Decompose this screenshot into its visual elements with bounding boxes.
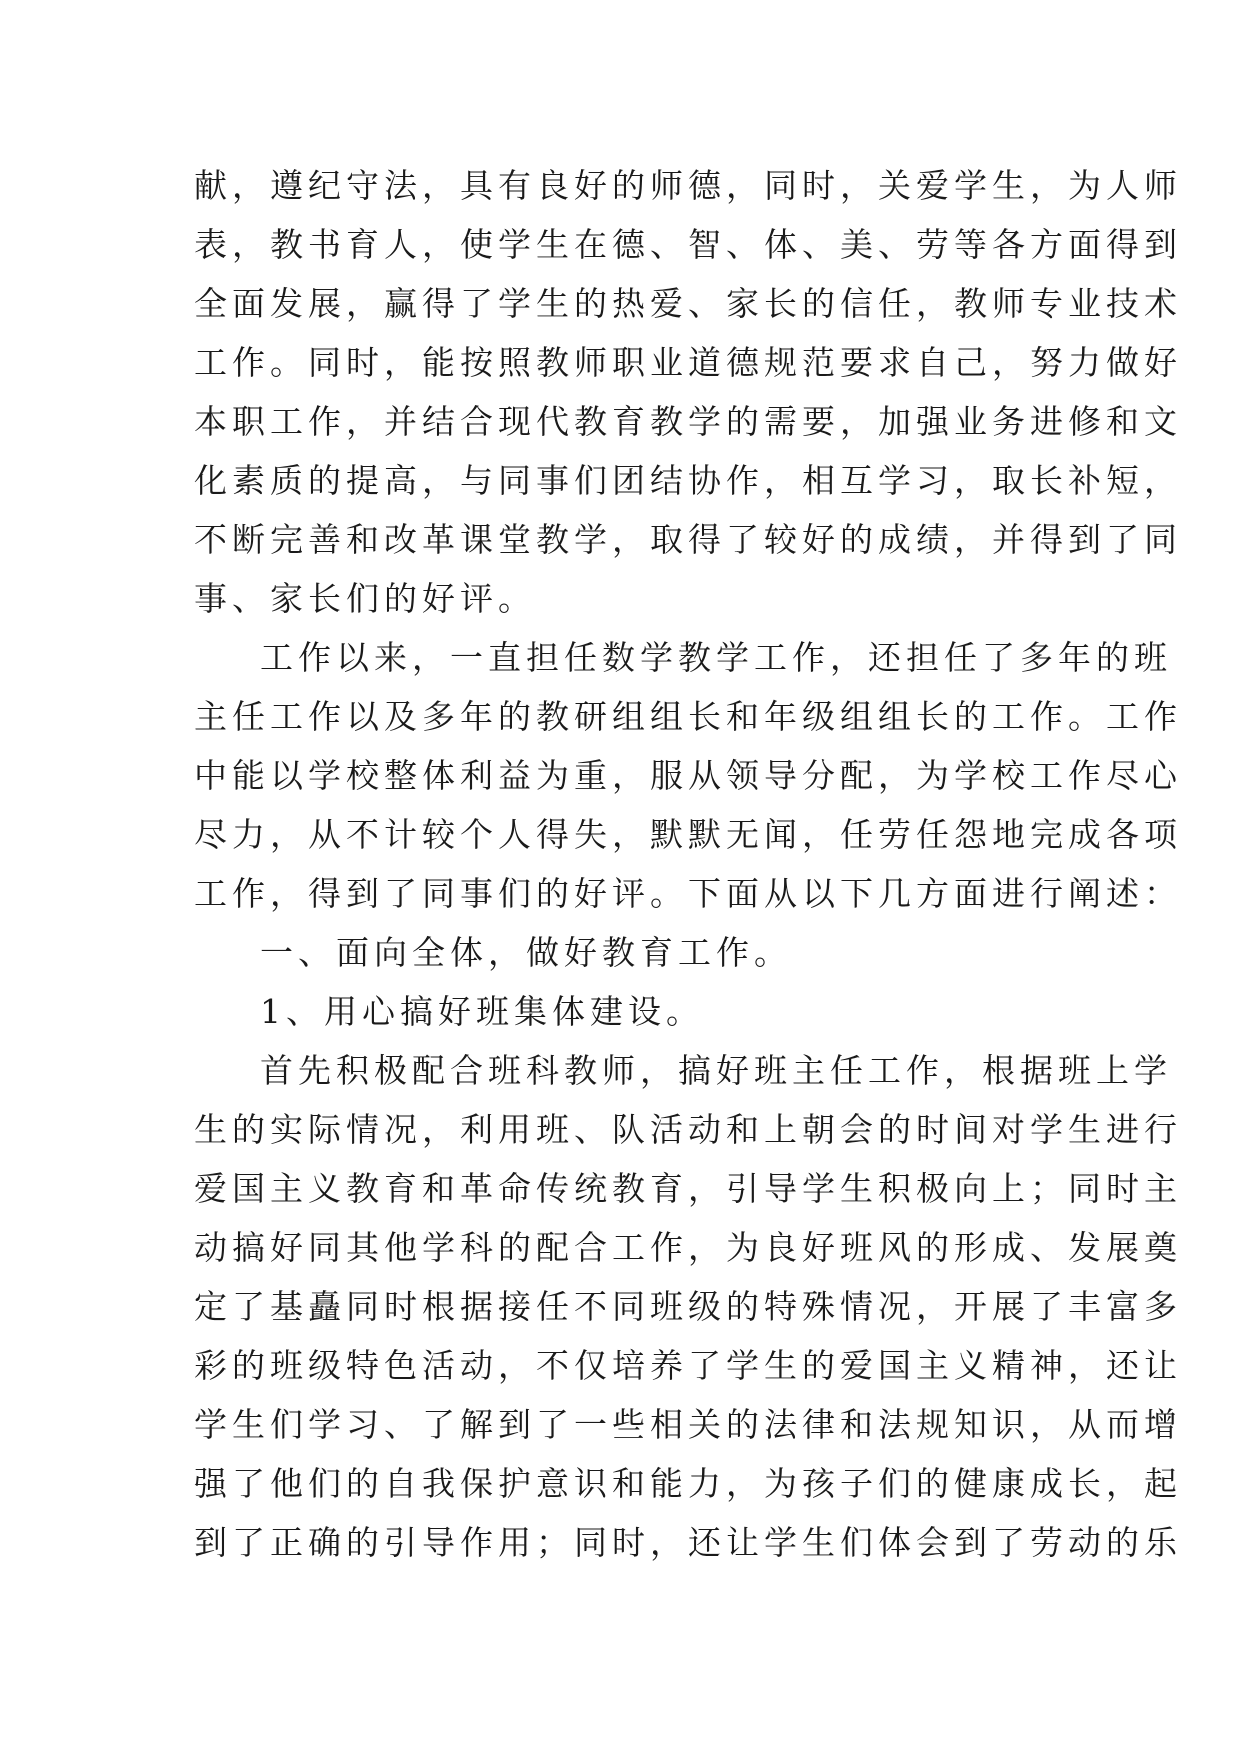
document-body (194, 156, 1182, 1572)
text-line: 工作。同时，能按照教师职业道德规范要求自己，努力做好 (194, 343, 1182, 382)
text-line: 化素质的提高，与同事们团结协作，相互学习，取长补短， (194, 461, 1182, 500)
text-line: 到了正确的引导作用；同时，还让学生们体会到了劳动的乐 (194, 1523, 1182, 1562)
paragraph-first-line: 工作以来，一直担任数学教学工作，还担任了多年的班 (260, 638, 1172, 677)
text-line: 主任工作以及多年的教研组组长和年级组组长的工作。工作 (194, 697, 1182, 736)
text-line: 本职工作，并结合现代教育教学的需要，加强业务进修和文 (194, 402, 1182, 441)
text-line: 表，教书育人，使学生在德、智、体、美、劳等各方面得到 (194, 225, 1182, 264)
text-line: 工作，得到了同事们的好评。下面从以下几方面进行阐述： (194, 874, 1182, 913)
text-line: 尽力，从不计较个人得失，默默无闻，任劳任怨地完成各项 (194, 815, 1182, 854)
text-line: 爱国主义教育和革命传统教育，引导学生积极向上；同时主 (194, 1169, 1182, 1208)
subsection-heading: 1、用心搞好班集体建设。 (260, 992, 704, 1031)
text-line: 彩的班级特色活动，不仅培养了学生的爱国主义精神，还让 (194, 1346, 1182, 1385)
text-line: 事、家长们的好评。 (194, 579, 536, 618)
text-line: 生的实际情况，利用班、队活动和上朝会的时间对学生进行 (194, 1110, 1182, 1149)
text-line: 强了他们的自我保护意识和能力，为孩子们的健康成长，起 (194, 1464, 1182, 1503)
text-line: 动搞好同其他学科的配合工作，为良好班风的形成、发展奠 (194, 1228, 1182, 1267)
text-line: 中能以学校整体利益为重，服从领导分配，为学校工作尽心 (194, 756, 1182, 795)
text-line: 献，遵纪守法，具有良好的师德，同时，关爱学生，为人师 (194, 166, 1182, 205)
text-line: 不断完善和改革课堂教学，取得了较好的成绩，并得到了同 (194, 520, 1182, 559)
section-heading: 一、面向全体，做好教育工作。 (260, 933, 792, 972)
text-line: 学生们学习、了解到了一些相关的法律和法规知识，从而增 (194, 1405, 1182, 1444)
paragraph-first-line: 首先积极配合班科教师，搞好班主任工作，根据班上学 (260, 1051, 1172, 1090)
text-line: 定了基矗同时根据接任不同班级的特殊情况，开展了丰富多 (194, 1287, 1182, 1326)
text-line: 全面发展，赢得了学生的热爱、家长的信任，教师专业技术 (194, 284, 1182, 323)
